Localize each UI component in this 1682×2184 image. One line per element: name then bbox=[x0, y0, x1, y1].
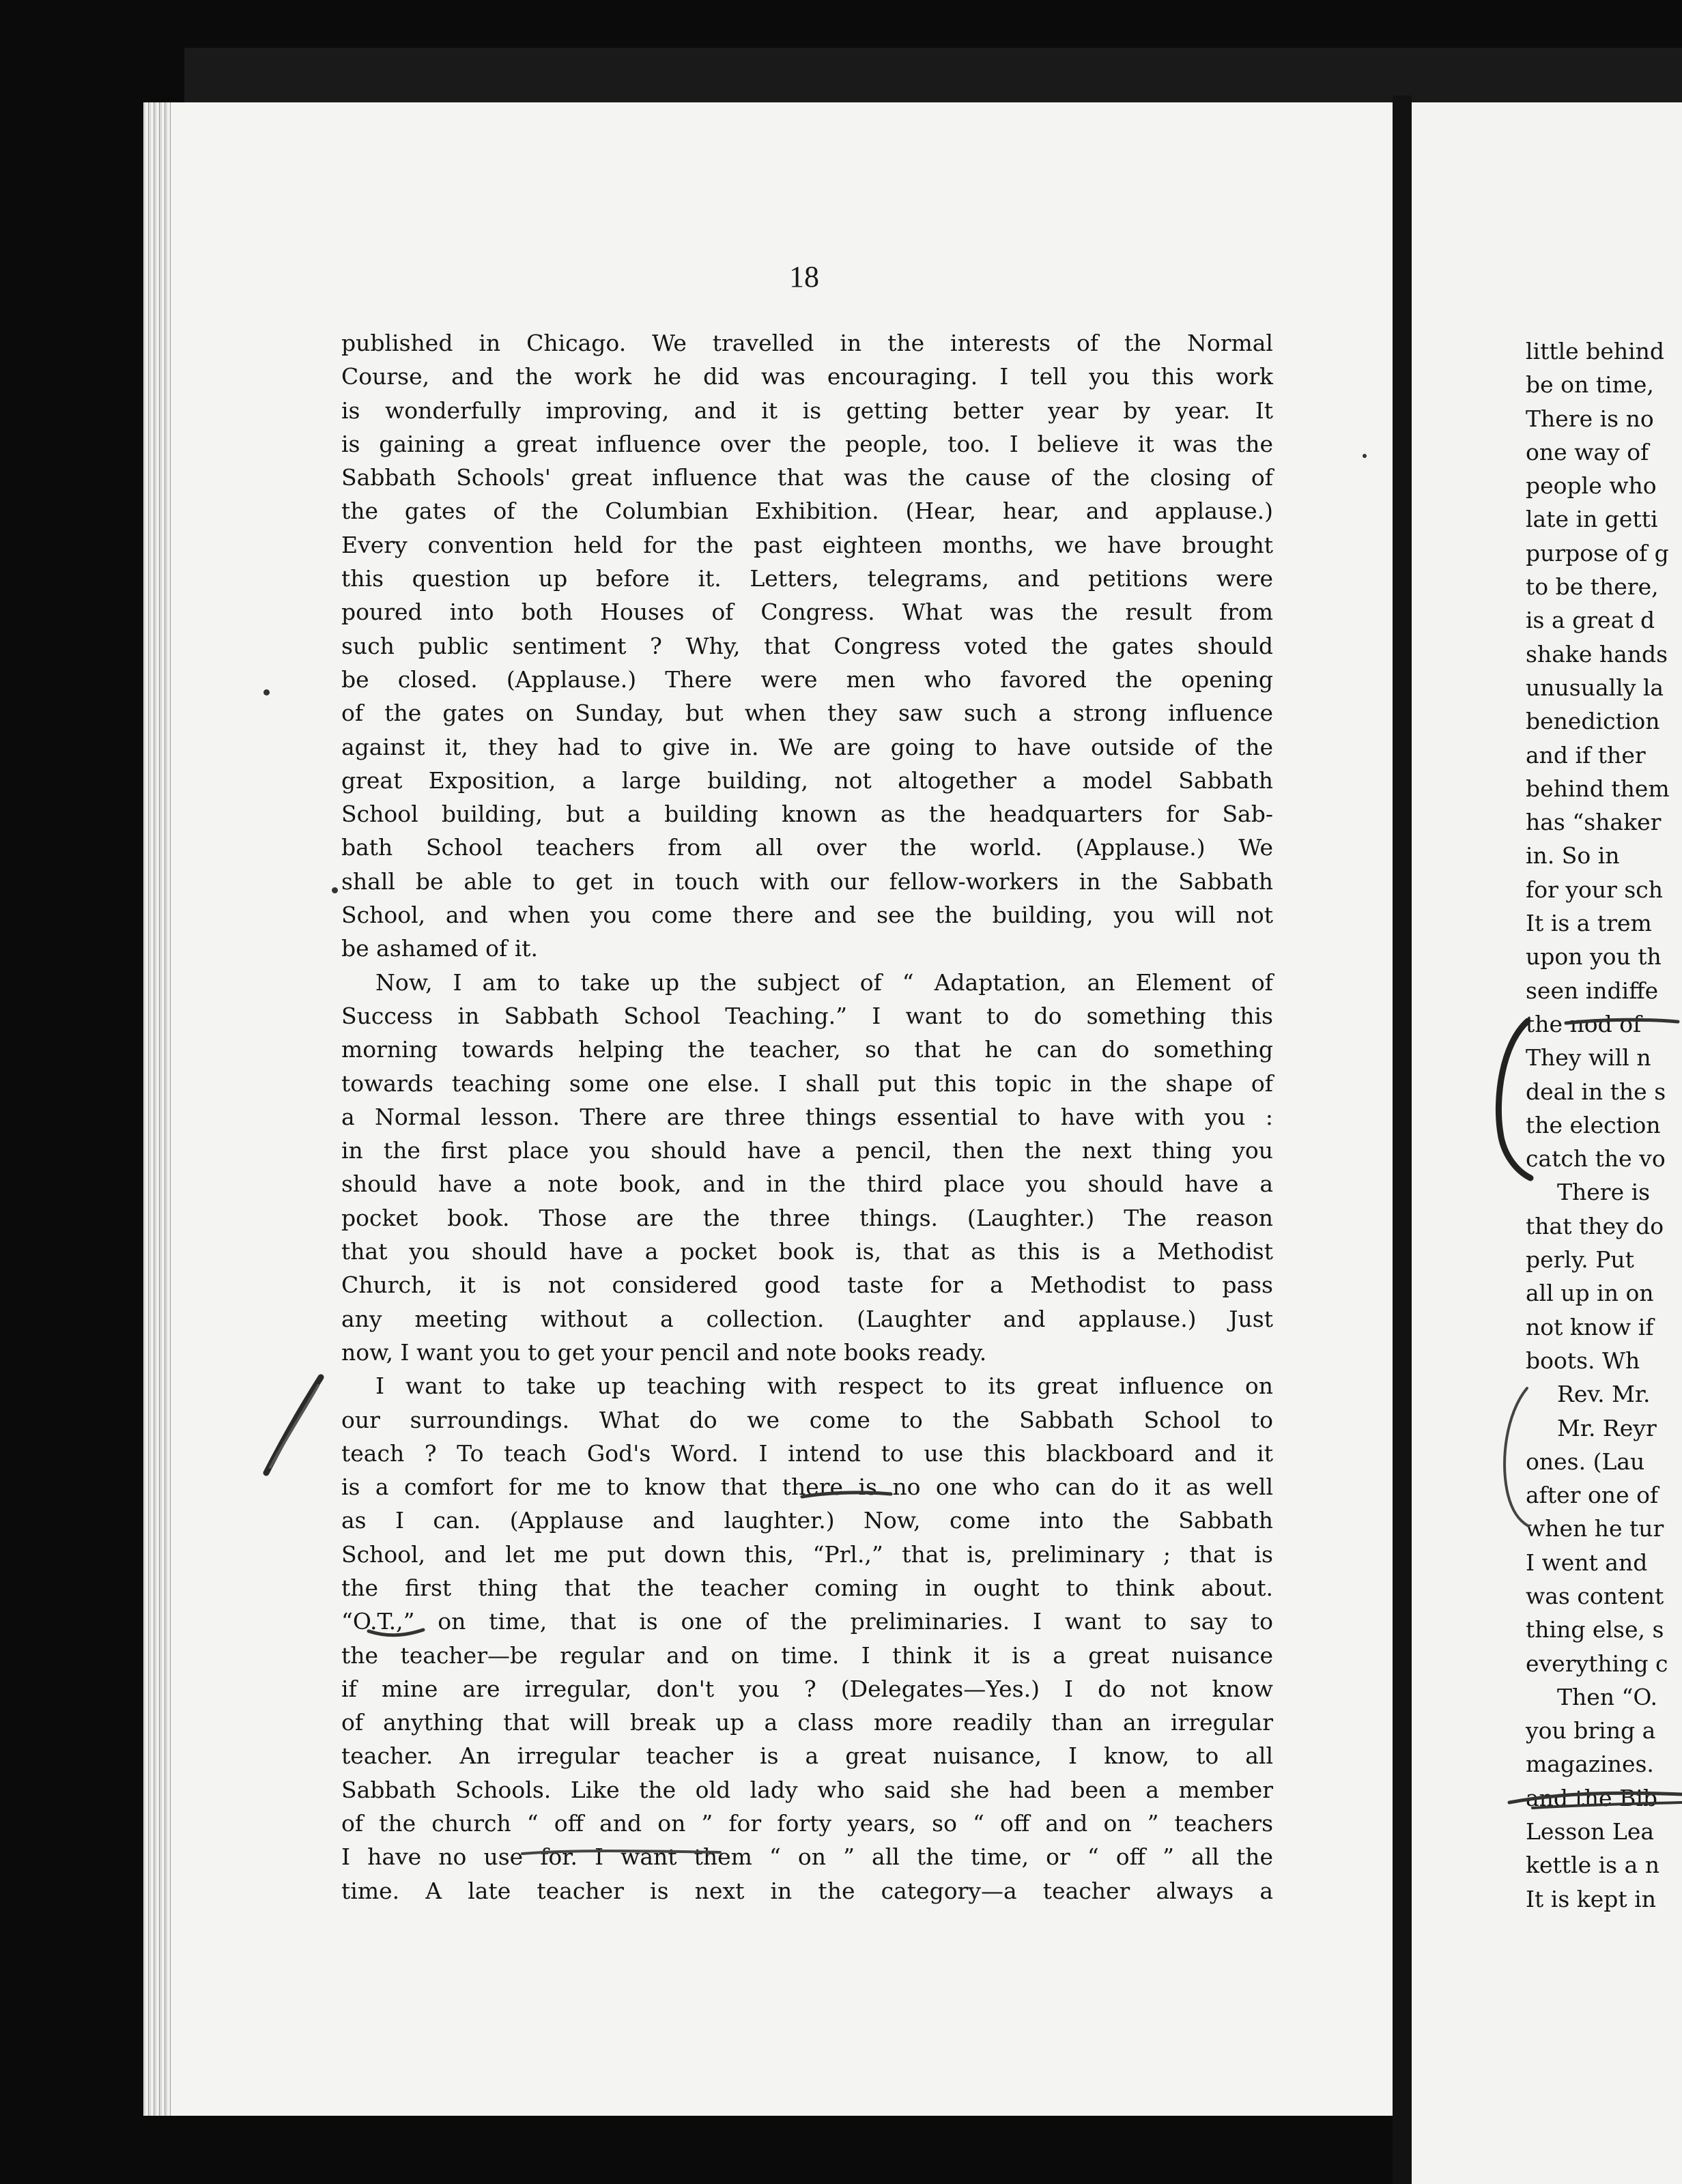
text-line: little behind bbox=[1526, 338, 1665, 364]
text-line: published in Chicago. We travelled in the interests of the Normal bbox=[341, 330, 1273, 356]
text-line: and if ther bbox=[1526, 741, 1646, 768]
text-line: teacher. An irregular teacher is a great nuisance, I know, to all bbox=[341, 1742, 1273, 1770]
text-line: one way of bbox=[1526, 438, 1649, 465]
text-line: was content bbox=[1526, 1582, 1664, 1609]
text-line: shall be able to get in touch with our fellow-workers in the Sabbath bbox=[341, 867, 1273, 895]
text-line: of the gates on Sunday, but when they saw such a strong influence bbox=[341, 700, 1273, 727]
text-line: as I can. (Applause and laughter.) Now, come into the Sabbath bbox=[341, 1507, 1273, 1534]
page-number: 18 bbox=[789, 260, 819, 293]
text-line: of anything that will break up a class more readily than an irregular bbox=[341, 1709, 1273, 1736]
text-line: teach ? To teach God's Word. I intend to use this blackboard and it bbox=[341, 1439, 1273, 1467]
text-line: should have a note book, and in the third place you should have a bbox=[341, 1170, 1273, 1198]
text-line: any meeting without a collection. (Laughter and applause.) Just bbox=[341, 1305, 1273, 1332]
text-line: against it, they had to give in. We are going to have outside of the bbox=[341, 733, 1273, 760]
text-line: Every convention held for the past eighteen months, we have brought bbox=[341, 531, 1273, 558]
text-line: is a comfort for me to know that there is no one who can do it as well bbox=[341, 1474, 1273, 1501]
text-line: the nod of bbox=[1526, 1010, 1642, 1037]
text-line: a Normal lesson. There are three things essential to have with you : bbox=[341, 1103, 1273, 1130]
text-line: that you should have a pocket book is, that as this is a Methodist bbox=[341, 1238, 1273, 1265]
text-line: thing else, s bbox=[1526, 1616, 1664, 1643]
text-line: I have no use for. I want them “ on ” all the time, or “ off ” all the bbox=[341, 1843, 1273, 1871]
text-line: has “shaker bbox=[1526, 809, 1662, 836]
text-line: “O.T.,” on time, that is one of the preliminaries. I want to say to bbox=[341, 1608, 1273, 1635]
text-line: morning towards helping the teacher, so that he can do something bbox=[341, 1036, 1273, 1063]
text-line: shake hands bbox=[1526, 640, 1668, 667]
text-line: Now, I am to take up the subject of “ Adaptation, an Element of bbox=[375, 968, 1273, 996]
text-line: poured into both Houses of Congress. What was the result from bbox=[341, 599, 1273, 626]
text-line: if mine are irregular, don't you ? (Delegates—Yes.) I do not know bbox=[341, 1675, 1273, 1702]
text-line: in the first place you should have a pencil, then the next thing you bbox=[341, 1137, 1273, 1164]
pencil-underline-ot bbox=[365, 1623, 427, 1643]
text-line: bath School teachers from all over the world. (Applause.) We bbox=[341, 834, 1273, 861]
pencil-strike-nod bbox=[1563, 1014, 1679, 1034]
text-line: Lesson Lea bbox=[1526, 1818, 1655, 1845]
text-line: seen indiffe bbox=[1526, 977, 1659, 1004]
text-line: ones. (Lau bbox=[1526, 1448, 1645, 1475]
text-line: I want to take up teaching with respect to its great influence on bbox=[375, 1373, 1273, 1400]
text-line: people who bbox=[1526, 472, 1657, 500]
right-page-text bbox=[1526, 334, 1682, 1916]
text-line: behind them bbox=[1526, 775, 1670, 802]
text-line: everything c bbox=[1526, 1650, 1668, 1677]
pencil-bracket-right-1 bbox=[1488, 1017, 1536, 1181]
text-line: this question up before it. Letters, telegrams, and petitions were bbox=[341, 565, 1273, 592]
text-line: benediction bbox=[1526, 708, 1660, 735]
text-line: Sabbath Schools. Like the old lady who said she had been a member bbox=[341, 1776, 1273, 1803]
text-line: School, and when you come there and see the building, you will not bbox=[341, 902, 1273, 929]
pencil-underline-prl bbox=[799, 1484, 894, 1505]
text-line: School, and let me put down this, “Prl.,” that is, preliminary ; that is bbox=[341, 1540, 1273, 1568]
text-line: upon you th bbox=[1526, 943, 1662, 971]
pencil-strike-bible bbox=[1505, 1785, 1682, 1812]
text-line: time. A late teacher is next in the category—a teacher always a bbox=[341, 1877, 1273, 1904]
text-line: is a great d bbox=[1526, 607, 1655, 634]
text-line: School building, but a building known as the headquarters for Sab- bbox=[341, 801, 1273, 828]
text-line: Then “O. bbox=[1557, 1683, 1658, 1710]
ink-speck bbox=[332, 887, 338, 893]
text-line: after one of bbox=[1526, 1482, 1659, 1509]
text-line: towards teaching some one else. I shall put this topic in the shape of bbox=[341, 1069, 1273, 1097]
text-line: to be there, bbox=[1526, 573, 1659, 601]
scan-shadow bbox=[184, 48, 1682, 109]
ink-speck bbox=[263, 689, 270, 695]
text-line: be on time, bbox=[1526, 371, 1654, 399]
text-line: for your sch bbox=[1526, 876, 1664, 903]
text-line: perly. Put bbox=[1526, 1246, 1634, 1274]
text-line: such public sentiment ? Why, that Congress voted the gates should bbox=[341, 632, 1273, 659]
text-line: that they do bbox=[1526, 1212, 1664, 1239]
text-line: is gaining a great influence over the people, too. I believe it was the bbox=[341, 430, 1273, 457]
text-line: pocket book. Those are the three things. (Laughter.) The reason bbox=[341, 1204, 1273, 1231]
text-line: Course, and the work he did was encouraging. I tell you this work bbox=[341, 363, 1273, 390]
text-line: There is no bbox=[1526, 405, 1654, 432]
text-line: the teacher—be regular and on time. I think it is a great nuisance bbox=[341, 1641, 1273, 1669]
text-line: be ashamed of it. bbox=[341, 935, 538, 962]
text-line: purpose of g bbox=[1526, 539, 1669, 566]
text-line: you bring a bbox=[1526, 1717, 1656, 1744]
text-line: It is a trem bbox=[1526, 910, 1652, 937]
page-edge bbox=[143, 102, 171, 2116]
text-line: the gates of the Columbian Exhibition. (Hear, hear, and applause.) bbox=[341, 498, 1273, 525]
text-line: deal in the s bbox=[1526, 1078, 1666, 1105]
text-line: Success in Sabbath School Teaching.” I want to do something this bbox=[341, 1002, 1273, 1029]
ink-speck bbox=[1363, 454, 1367, 458]
text-line: in. So in bbox=[1526, 842, 1620, 870]
text-line: late in getti bbox=[1526, 506, 1658, 533]
pencil-margin-stroke bbox=[253, 1372, 334, 1481]
text-line: all up in on bbox=[1526, 1280, 1654, 1307]
text-line: boots. Wh bbox=[1526, 1347, 1640, 1374]
text-line: not know if bbox=[1526, 1313, 1654, 1340]
text-line: be closed. (Applause.) There were men who favored the opening bbox=[341, 665, 1273, 693]
book-gutter bbox=[1393, 96, 1412, 2184]
text-line: is wonderfully improving, and it is getting better year by year. It bbox=[341, 397, 1273, 424]
text-line: kettle is a n bbox=[1526, 1852, 1660, 1879]
text-line: Church, it is not considered good taste for a Methodist to pass bbox=[341, 1271, 1273, 1299]
text-line: of the church “ off and on ” for forty years, so “ off and on ” teachers bbox=[341, 1810, 1273, 1837]
text-line: the first thing that the teacher coming in ought to think about. bbox=[341, 1574, 1273, 1601]
text-line: They will n bbox=[1526, 1044, 1651, 1072]
text-line: There is bbox=[1557, 1179, 1651, 1206]
text-line: magazines. bbox=[1526, 1751, 1654, 1778]
text-line: Mr. Reyr bbox=[1557, 1414, 1657, 1441]
pencil-bracket-right-2 bbox=[1492, 1385, 1533, 1529]
text-line: our surroundings. What do we come to the Sabbath School to bbox=[341, 1406, 1273, 1433]
text-line: catch the vo bbox=[1526, 1145, 1666, 1173]
text-line: It is kept in bbox=[1526, 1885, 1656, 1912]
pencil-underline-for bbox=[519, 1843, 724, 1863]
text-line: the election bbox=[1526, 1111, 1661, 1138]
left-page-text bbox=[341, 326, 1273, 1908]
text-line: and the Bib bbox=[1526, 1784, 1658, 1811]
text-line: unusually la bbox=[1526, 674, 1664, 701]
text-line: now, I want you to get your pencil and note books ready. bbox=[341, 1338, 987, 1366]
text-line: great Exposition, a large building, not altogether a model Sabbath bbox=[341, 766, 1273, 794]
text-line: Rev. Mr. bbox=[1557, 1381, 1651, 1408]
text-line: I went and bbox=[1526, 1549, 1648, 1576]
text-line: Sabbath Schools' great influence that was the cause of the closing of bbox=[341, 464, 1273, 491]
text-line: when he tur bbox=[1526, 1515, 1664, 1542]
